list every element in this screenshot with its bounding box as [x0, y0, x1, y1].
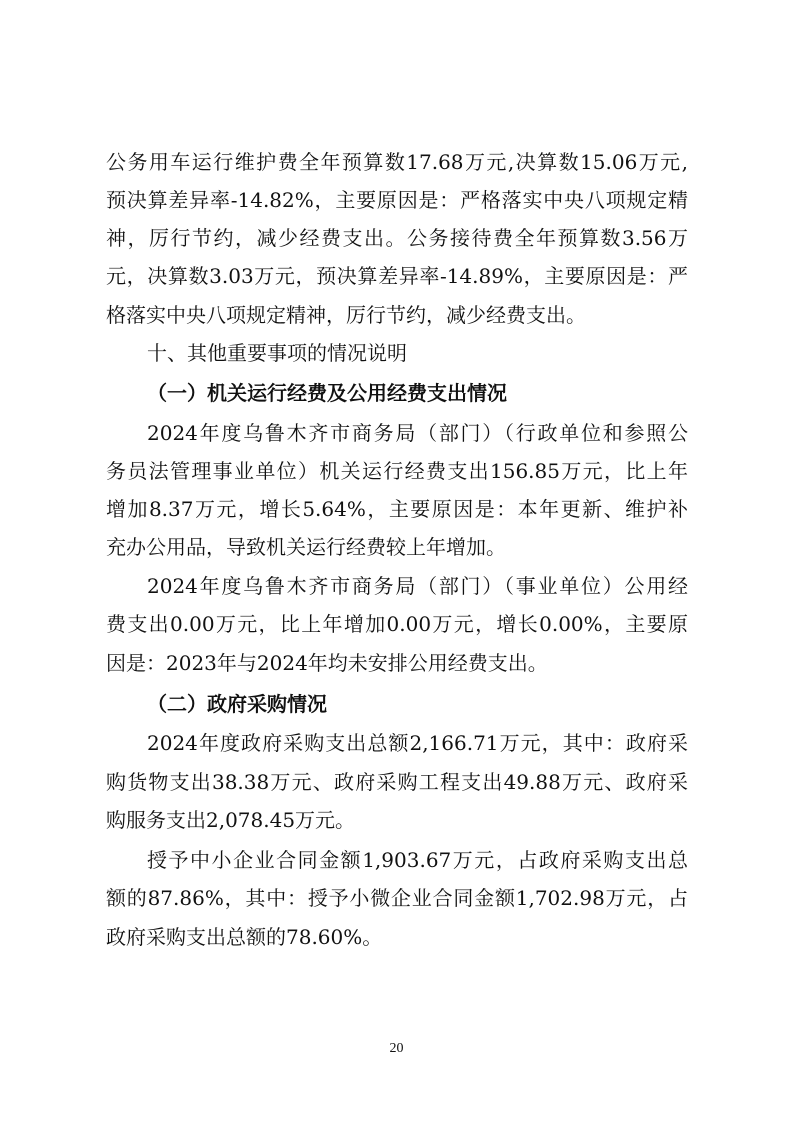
para-sme-line-1: 授予中小企业合同金额1,903.67万元，占政府采购支出总 [147, 848, 688, 872]
para-vehicle-line-4: 元，决算数3.03万元，预决算差异率-14.89%，主要原因是：严 [106, 264, 688, 288]
para-procurement-line-1: 2024年度政府采购支出总额2,166.71万元，其中：政府采 [147, 731, 688, 755]
para-public-line-2: 费支出0.00万元，比上年增加0.00万元，增长0.00%，主要原 [106, 612, 688, 636]
para-operating-line-1: 2024年度乌鲁木齐市商务局（部门）（行政单位和参照公 [147, 421, 688, 445]
para-public-line-3: 因是：2023年与2024年均未安排公用经费支出。 [106, 651, 548, 675]
para-operating-line-3: 增加8.37万元，增长5.64%，主要原因是：本年更新、维护补 [106, 497, 688, 521]
para-vehicle-line-1: 公务用车运行维护费全年预算数17.68万元,决算数15.06万元, [106, 150, 688, 174]
para-operating-line-2: 务员法管理事业单位）机关运行经费支出156.85万元，比上年 [106, 459, 688, 483]
para-procurement-line-2: 购货物支出38.38万元、政府采购工程支出49.88万元、政府采 [106, 770, 688, 794]
page-number: 20 [389, 1041, 404, 1056]
para-operating-line-4: 充办公用品，导致机关运行经费较上年增加。 [106, 535, 506, 559]
para-sme-line-2: 额的87.86%，其中：授予小微企业合同金额1,702.98万元，占 [106, 886, 688, 910]
para-vehicle-line-5: 格落实中央八项规定精神，厉行节约，减少经费支出。 [106, 303, 586, 327]
para-sme-line-3: 政府采购支出总额的78.60%。 [106, 925, 383, 949]
para-vehicle-line-2: 预决算差异率-14.82%，主要原因是：严格落实中央八项规定精 [106, 188, 688, 212]
para-vehicle-line-3: 神，厉行节约，减少经费支出。公务接待费全年预算数3.56万 [106, 226, 688, 250]
para-procurement-line-3: 购服务支出2,078.45万元。 [106, 808, 356, 832]
subsection-2-title: （二）政府采购情况 [147, 692, 327, 716]
para-public-line-1: 2024年度乌鲁木齐市商务局（部门）（事业单位）公用经 [147, 574, 688, 598]
section-title: 十、其他重要事项的情况说明 [147, 341, 407, 365]
subsection-1-title: （一）机关运行经费及公用经费支出情况 [147, 381, 507, 405]
